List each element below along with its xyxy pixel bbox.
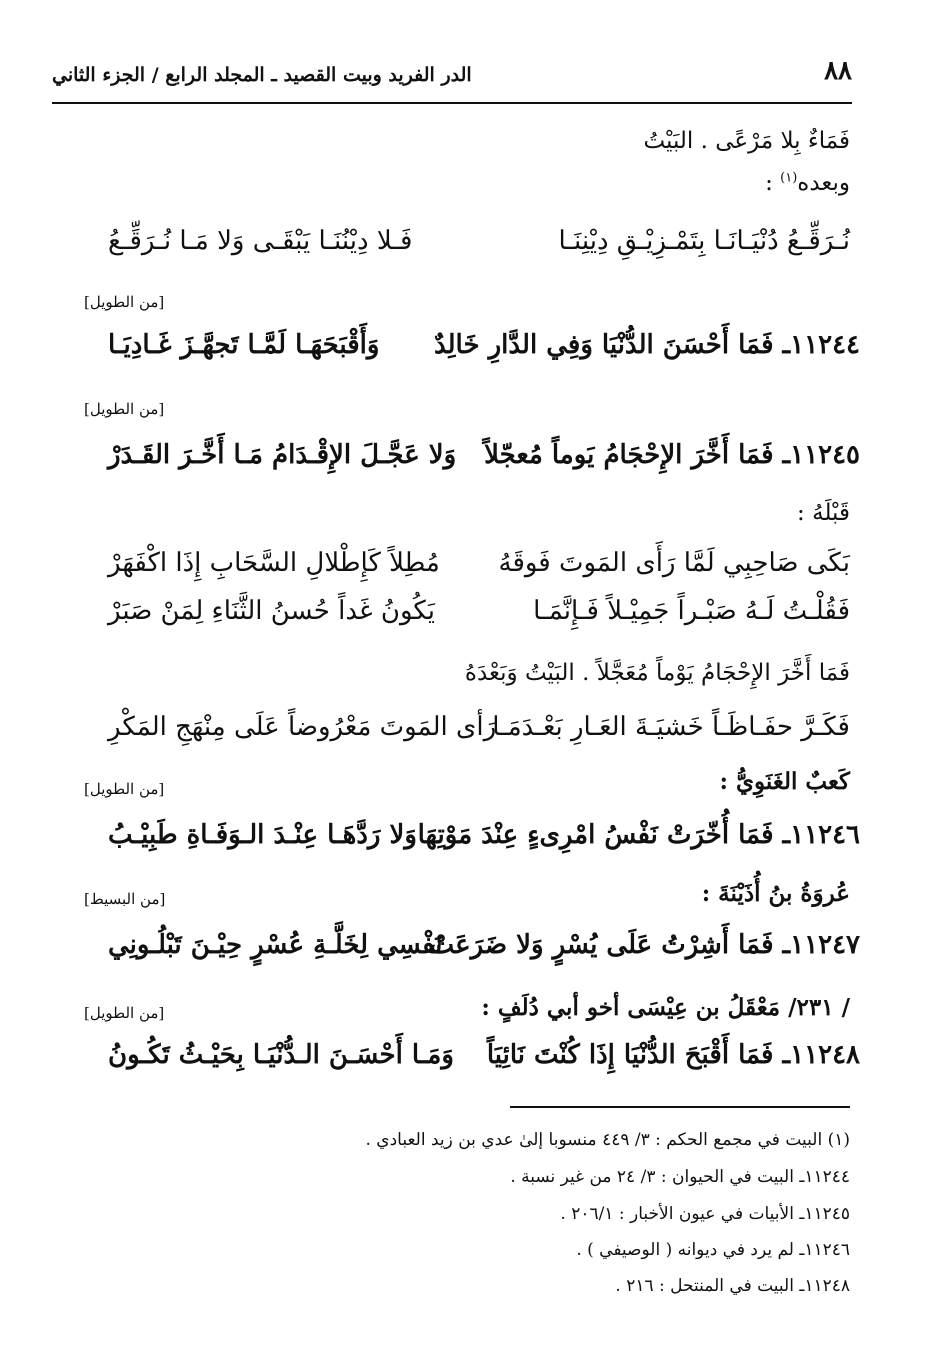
footnote-rule xyxy=(510,1106,850,1108)
footnote: ١١٢٤٤ـ البيت في الحيوان : ٣/ ٢٤ من غير نسبة . xyxy=(510,1167,850,1187)
page-header xyxy=(52,52,852,102)
meter-label: [من البسيط] xyxy=(84,890,166,908)
meter-label: [من الطويل] xyxy=(84,780,165,798)
verse-right-hemistich: ١١٢٤٧ـ فَمَا أَشِرْتُ عَلَى يُسْرٍ وَلا ضَرَعَتْ xyxy=(429,930,860,960)
poet-name: كَعبٌ الغَنَوِيُّ : xyxy=(719,768,850,795)
verse-left-hemistich: نَفْسِي لِخَلَّـةِ عُسْرٍ حِيْـنَ تَبْلُـونِي xyxy=(108,930,443,960)
footnote: ١١٢٤٦ـ لم يرد في ديوانه ( الوصيفي ) . xyxy=(576,1240,850,1260)
text-fragment: وبعده xyxy=(797,170,850,196)
verse-right-hemistich: ١١٢٤٥ـ فَمَا أَخَّرَ الإِحْجَامُ يَوماً مُعجّلاً xyxy=(484,440,860,470)
poet-name: عُروَةُ بنُ أُذَيْنَةَ : xyxy=(701,880,850,907)
meter-label: [من الطويل] xyxy=(84,400,165,418)
text-line: قَبْلَهُ : xyxy=(797,500,850,526)
footnote-marker: (١) xyxy=(780,170,798,186)
footnote: ١١٢٤٥ـ الأبيات في عيون الأخبار : ٢٠٦/١ . xyxy=(560,1204,850,1224)
text-line: فَمَا أَخَّرَ الإِحْجَامُ يَوْماً مُعَجَّلاً . البَيْتُ وَبَعْدَهُ xyxy=(464,660,850,686)
text-fragment: : xyxy=(765,170,781,196)
meter-label: [من الطويل] xyxy=(84,293,165,311)
verse-left-hemistich: وَمَـا أَحْسَـنَ الـدُّنْيَـا بِحَيْـثُ تَكُـونُ xyxy=(108,1040,454,1070)
verse-right-hemistich: ١١٢٤٤ـ فَمَا أَحْسَنَ الدُّنْيَا وَفِي الدَّارِ خَالِدٌ xyxy=(433,330,860,360)
footnote: ١١٢٤٨ـ البيت في المنتحل : ٢١٦ . xyxy=(615,1276,850,1296)
text-line: فَمَاءٌ بِلا مَرْعًى . البَيْتُ xyxy=(643,128,850,154)
poet-name: / ٢٣١/ مَعْقَلُ بن عِيْسَى أخو أبي دُلَفٍ : xyxy=(481,994,850,1021)
verse-left-hemistich: يَكُونُ غَداً حُسنُ الثَّنَاءِ لِمَنْ صَبَرْ xyxy=(108,596,435,626)
footnote: (١) البيت في مجمع الحكم : ٣/ ٤٤٩ منسوبا إلىٰ عدي بن زيد العبادي . xyxy=(365,1130,850,1150)
verse-left-hemistich: مُطِلاً كَإِطْلالِ السَّحَابِ إِذَا اكْفَهَرْ xyxy=(108,548,440,578)
verse-left-hemistich: وَلا رَدَّهَـا عِنْـدَ الـوَفَـاةِ طَبِيْـبُ xyxy=(108,820,417,850)
verse-left-hemistich: وَلا عَجَّـلَ الإِقْـدَامُ مَـا أَخَّـرَ القَـدَرْ xyxy=(108,440,457,470)
page-number: ٨٨ xyxy=(824,56,852,86)
verse-right-hemistich: نُـرَقِّـعُ دُنْيَـانَـا بِتَمْـزِيْـقِ دِيْنِنَـا xyxy=(558,226,850,256)
verse-right-hemistich: ١١٢٤٦ـ فَمَا أُخّرَتْ نَفْسُ امْرِىءٍ عِنْدَ مَوْتِهَا xyxy=(417,820,860,850)
verse-left-hemistich: وَأَقْبَحَهَـا لَمَّـا تَجهَّـزَ غَـادِيَـا xyxy=(108,330,380,360)
verse-left-hemistich: رَأى المَوتَ مَعْرُوضاً عَلَى مِنْهَجِ المَكْرِ xyxy=(108,712,497,742)
verse-right-hemistich: فَكَـرَّ حفَـاظَـاً خَشيَـةَ العَـارِ بَعْـدَمَـا xyxy=(492,712,850,742)
verse-right-hemistich: ١١٢٤٨ـ فَمَا أَقْبَحَ الدُّنْيَا إِذَا كُنْتَ نَائِيَاً xyxy=(486,1040,860,1070)
verse-right-hemistich: بَكَى صَاحِبِي لَمَّا رَأَى المَوتَ فَوقَهُ xyxy=(498,548,850,578)
verse-left-hemistich: فَـلا دِيْنُنَـا يَبْقَـى وَلا مَـا نُـرَقِّـعُ xyxy=(108,226,413,256)
text-line xyxy=(765,170,850,196)
verse-right-hemistich: فَقُلْـتُ لَـهُ صَبْـراً جَمِيْـلاً فَـإِنَّمَـا xyxy=(533,596,850,626)
running-title: الدر الفريد وبيت القصيد ـ المجلد الرابع / الجزء الثاني xyxy=(52,64,472,86)
meter-label: [من الطويل] xyxy=(84,1004,165,1022)
header-rule xyxy=(52,102,852,104)
